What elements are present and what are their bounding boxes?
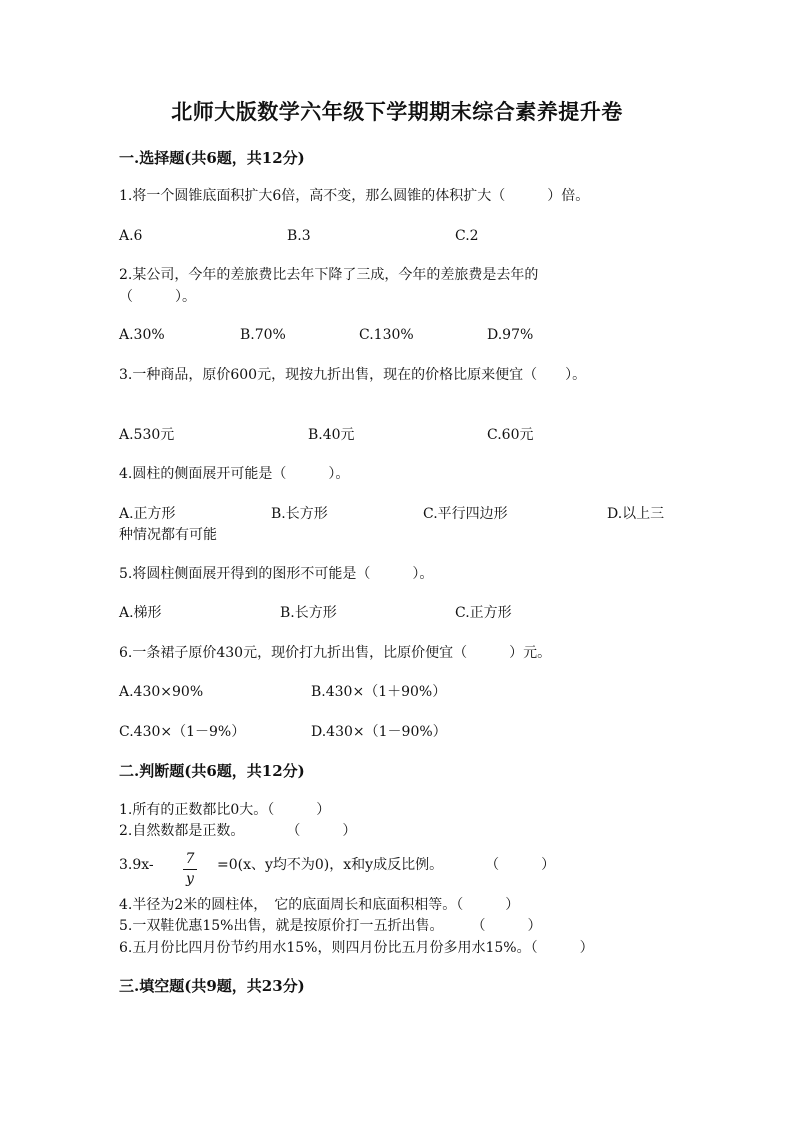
option-b: B.3 (287, 228, 311, 244)
question-stem: 1.将一个圆锥底面积扩大6倍，高不变，那么圆锥的体积扩大（ ）倍。 (119, 188, 590, 204)
section-heading-judge: 二.判断题(共6题，共12分) (119, 762, 305, 780)
page-title: 北师大版数学六年级下学期期末综合素养提升卷 (171, 99, 623, 124)
option-c: C.430×（1－9%） (119, 724, 246, 740)
option-a: A.正方形 (119, 506, 176, 522)
option-b: B.430×（1＋90%） (311, 684, 447, 700)
option-b: B.40元 (308, 427, 355, 443)
option-b: B.长方形 (271, 506, 328, 522)
question-stem: 5.将圆柱侧面展开得到的图形不可能是（ ）。 (119, 566, 434, 582)
option-d: D.以上三 (607, 506, 665, 522)
option-a: A.30% (119, 327, 165, 343)
question-stem: 1.所有的正数都比0大。（ ） (119, 802, 331, 818)
option-d-continued: 种情况都有可能 (119, 527, 217, 543)
question-stem: 6.五月份比四月份节约用水15%，则四月份比五月份多用水15%。（ ） (119, 940, 594, 956)
question-stem: 3.一种商品，原价600元，现按九折出售，现在的价格比原来便宜（ ）。 (119, 367, 587, 383)
question-stem: 2.某公司，今年的差旅费比去年下降了三成，今年的差旅费是去年的 (119, 267, 539, 283)
question-stem-suffix: =0(x、y均不为0)，x和y成反比例。 （ ） (217, 857, 556, 873)
option-b: B.70% (240, 327, 286, 343)
question-stem: 2.自然数都是正数。 （ ） (119, 823, 357, 839)
option-a: A.530元 (119, 427, 175, 443)
option-a: A.430×90% (119, 684, 204, 700)
option-c: C.2 (455, 228, 479, 244)
question-stem-continued: （ ）。 (119, 289, 196, 305)
question-stem: 5.一双鞋优惠15%出售，就是按原价打一五折出售。 （ ） (119, 918, 542, 934)
option-d: D.97% (487, 327, 534, 343)
option-d: D.430×（1－90%） (311, 724, 447, 740)
fraction-numerator: 7 (185, 851, 195, 867)
section-heading-choice: 一.选择题(共6题，共12分) (119, 149, 305, 167)
option-c: C.60元 (487, 427, 534, 443)
question-stem-prefix: 3.9x- (119, 857, 154, 873)
section-heading-fill: 三.填空题(共9题，共23分) (119, 977, 305, 995)
question-stem: 4.半径为2米的圆柱体， 它的底面周长和底面积相等。（ ） (119, 897, 520, 913)
option-a: A.梯形 (119, 605, 162, 621)
option-c: C.正方形 (455, 605, 512, 621)
option-c: C.平行四边形 (423, 506, 508, 522)
option-a: A.6 (119, 228, 143, 244)
fraction-denominator: y (186, 871, 194, 887)
option-b: B.长方形 (280, 605, 337, 621)
option-c: C.130% (359, 327, 414, 343)
question-stem: 6.一条裙子原价430元，现价打九折出售，比原价便宜（ ）元。 (119, 645, 552, 661)
question-stem: 4.圆柱的侧面展开可能是（ ）。 (119, 466, 350, 482)
